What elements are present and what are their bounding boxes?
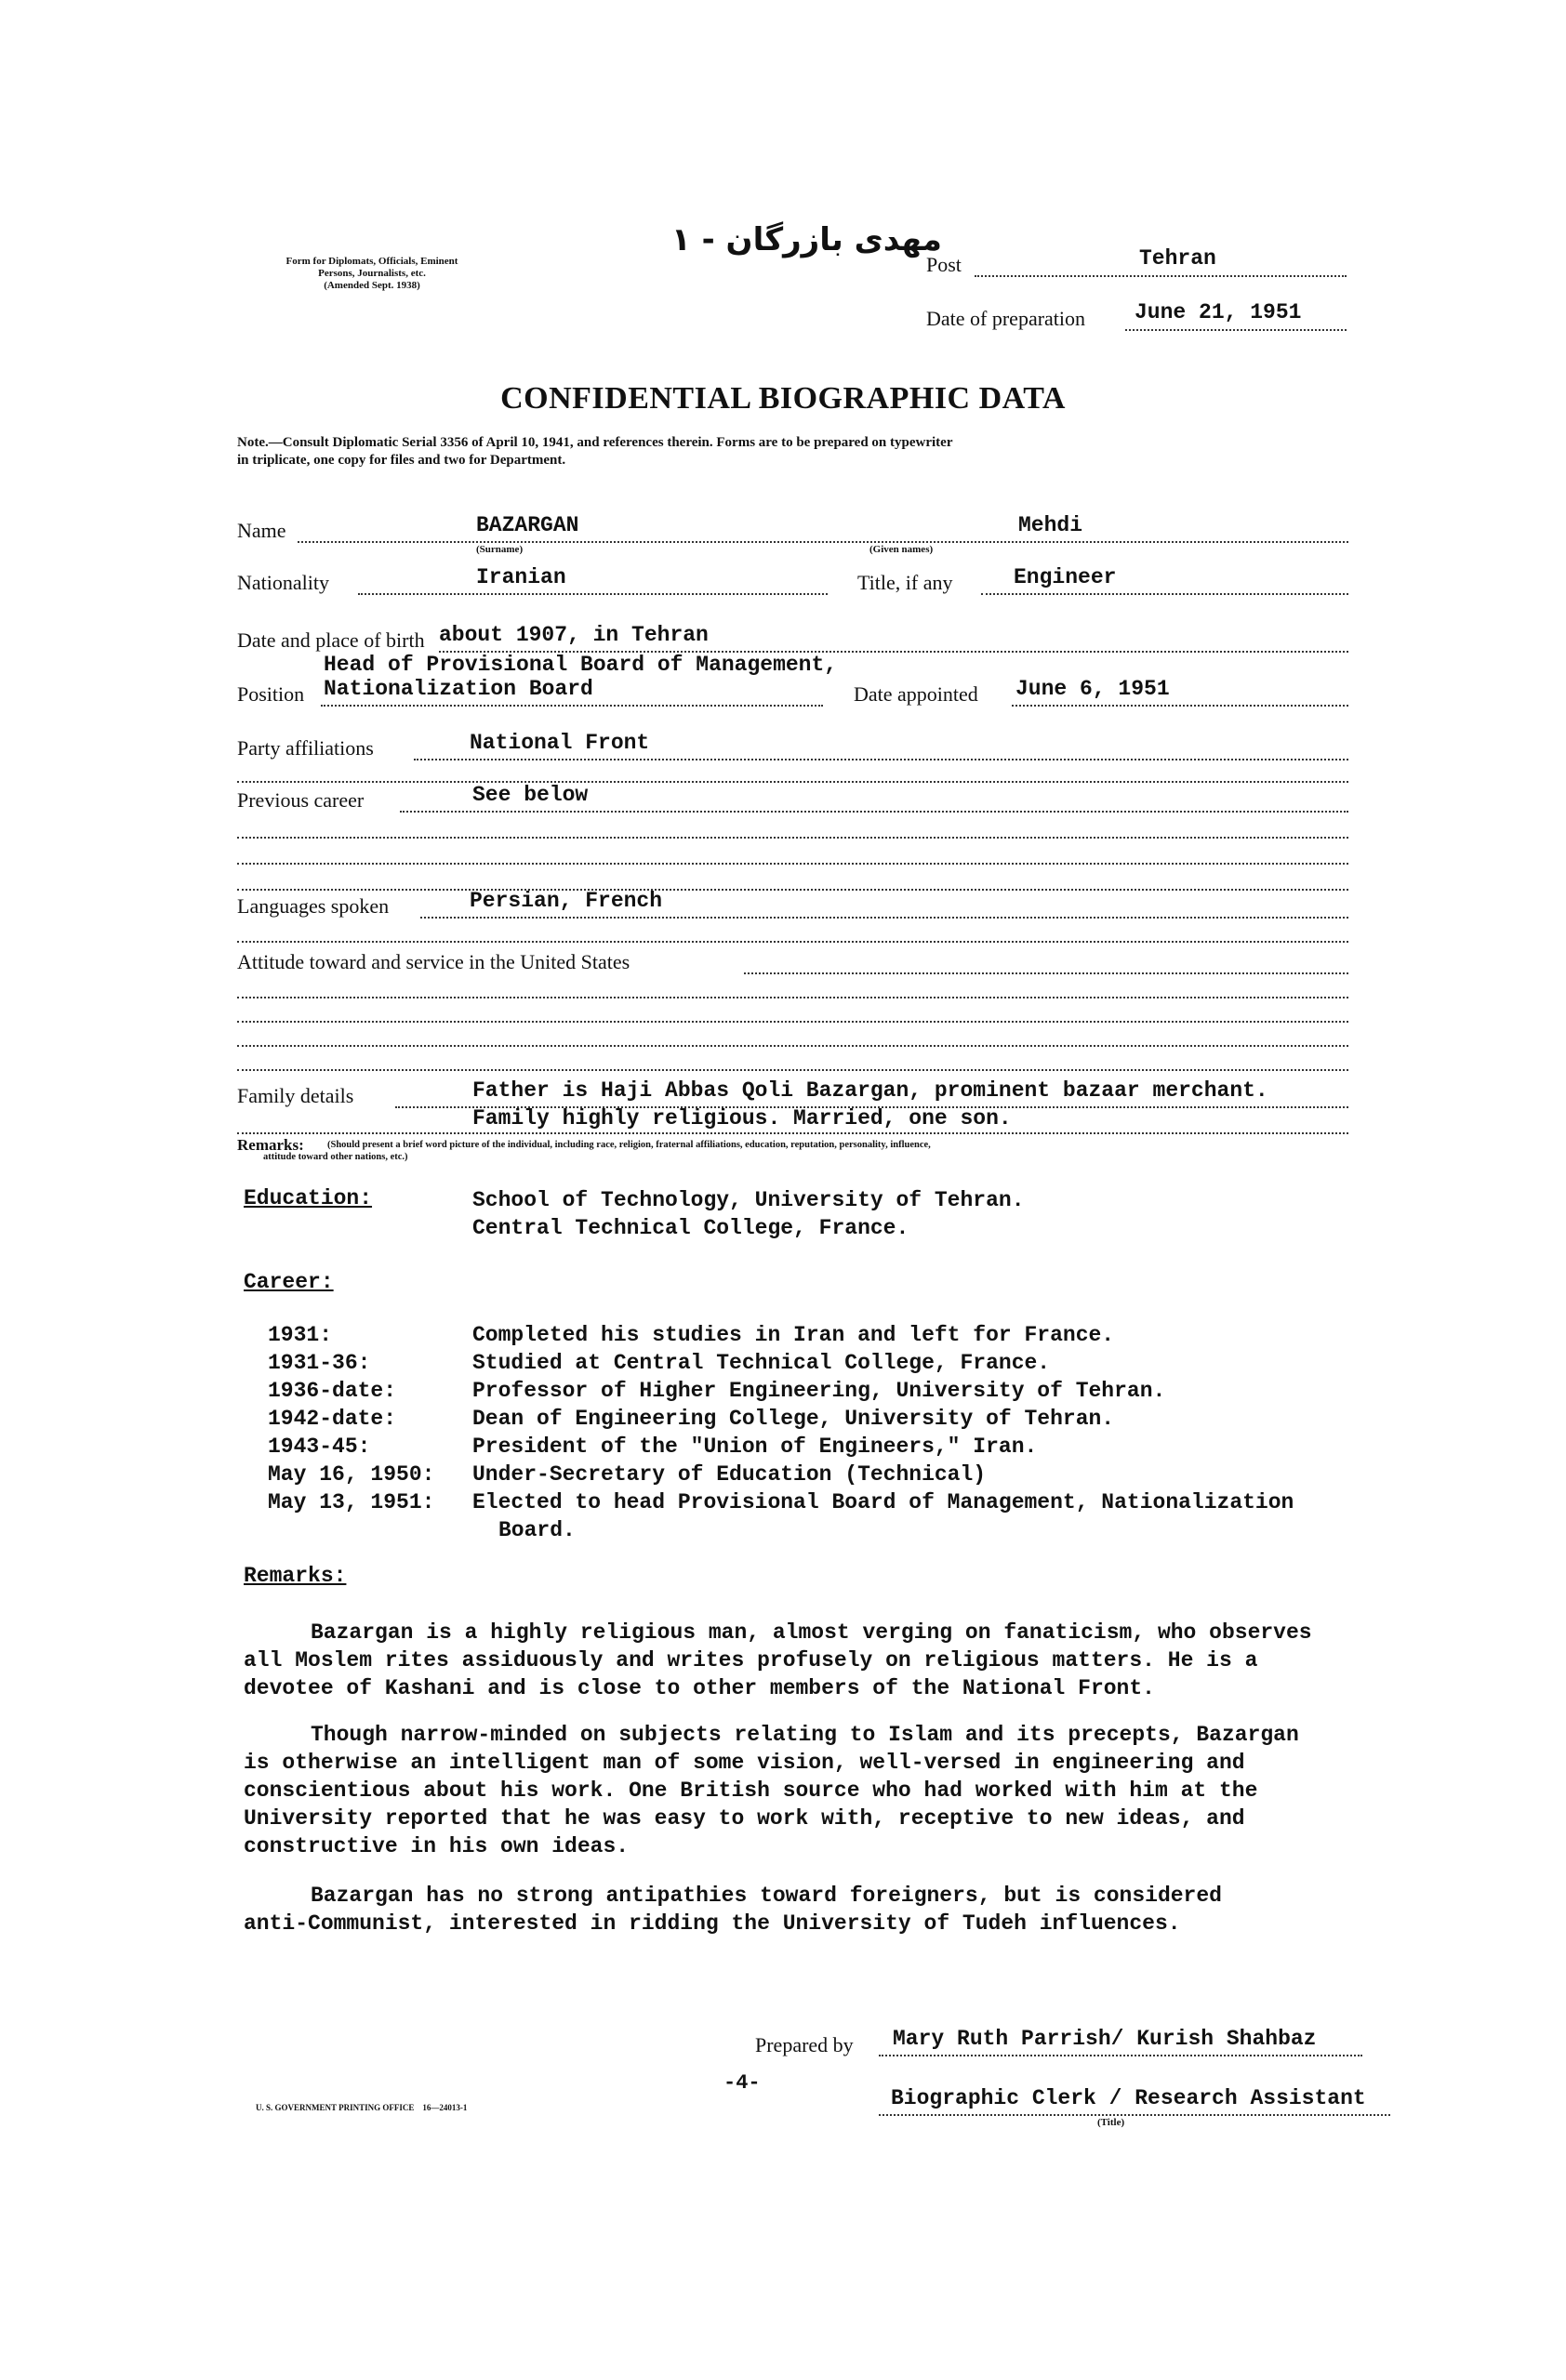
- post-label: Post: [926, 253, 962, 276]
- given-caption: (Given names): [869, 544, 934, 555]
- education-heading: Education:: [244, 1186, 373, 1210]
- title-value: Engineer: [1014, 565, 1117, 589]
- career-text: Dean of Engineering College, University of Tehran.: [472, 1407, 1115, 1431]
- education-item: School of Technology, University of Tehran.: [472, 1188, 1025, 1212]
- note-line: in triplicate, one copy for files and two for Department.: [237, 453, 566, 468]
- birth-label: Date and place of birth: [237, 628, 425, 652]
- remarks-instructions: (Should present a brief word picture of the individual, including race, religion, fraternal affiliations, education, reputation, personality, influence,: [327, 1140, 931, 1150]
- nationality-label: Nationality: [237, 571, 329, 594]
- attitude-line: [744, 972, 1348, 974]
- attitude-label: Attitude toward and service in the United States: [237, 950, 630, 973]
- career-list: [268, 1321, 1384, 1544]
- career-entry: [268, 1488, 1384, 1516]
- career-date: 1943-45:: [268, 1435, 371, 1459]
- languages-line: [420, 917, 1348, 919]
- remarks-paragraph-3: [244, 1882, 1360, 1937]
- career-continuation: Board.: [498, 1518, 576, 1542]
- career-date: 1942-date:: [268, 1407, 397, 1431]
- blank-line: [237, 1045, 1348, 1047]
- career-text: Completed his studies in Iran and left for France.: [472, 1323, 1115, 1347]
- remarks-line: devotee of Kashani and is close to other members of the National Front.: [244, 1676, 1155, 1700]
- title-label: Title, if any: [857, 571, 953, 594]
- remarks-line: University reported that he was easy to work with, receptive to new ideas, and: [244, 1806, 1245, 1831]
- languages-label: Languages spoken: [237, 894, 390, 918]
- party-label: Party affiliations: [237, 736, 374, 760]
- remarks-paragraph-1: [244, 1619, 1360, 1702]
- remarks-paragraph-2: [244, 1721, 1360, 1860]
- date-appointed-line: [1012, 705, 1348, 707]
- career-heading: Career:: [244, 1270, 334, 1294]
- title-sign-line: [879, 2114, 1390, 2116]
- signer-title: Biographic Clerk / Research Assistant: [891, 2086, 1366, 2110]
- blank-line: [237, 837, 1348, 839]
- nationality-line: [358, 593, 828, 595]
- remarks-line: Though narrow-minded on subjects relating to Islam and its precepts, Bazargan: [311, 1723, 1299, 1747]
- career-label: Previous career: [237, 788, 365, 812]
- corner-note-line: Persons, Journalists, etc.: [318, 268, 426, 279]
- name-line: [298, 541, 1348, 543]
- signer-title-caption: (Title): [1097, 2117, 1125, 2128]
- prepared-by-label: Prepared by: [755, 2033, 854, 2056]
- blank-line: [237, 863, 1348, 865]
- languages-value: Persian, French: [470, 889, 663, 913]
- family-value-line2: Family highly religious. Married, one son.: [472, 1106, 1012, 1130]
- career-date: 1931-36:: [268, 1351, 371, 1375]
- blank-line: [237, 1132, 1348, 1134]
- education-list: [472, 1186, 1025, 1242]
- date-prep-value: June 21, 1951: [1135, 300, 1302, 324]
- remarks-line: constructive in his own ideas.: [244, 1834, 630, 1858]
- surname-caption: (Surname): [476, 544, 524, 555]
- birth-value: about 1907, in Tehran: [439, 623, 709, 647]
- remarks-line: Bazargan is a highly religious man, almost verging on fanaticism, who observes: [311, 1620, 1312, 1645]
- page-number: -4-: [723, 2071, 761, 2095]
- remarks-label: Remarks:: [237, 1136, 304, 1154]
- note-line: Note.—Consult Diplomatic Serial 3356 of April 10, 1941, and references therein. Forms are to be prepared on typewriter: [237, 435, 953, 450]
- page-title: CONFIDENTIAL BIOGRAPHIC DATA: [500, 381, 1066, 416]
- family-value-line1: Father is Haji Abbas Qoli Bazargan, prominent bazaar merchant.: [472, 1078, 1268, 1103]
- family-label: Family details: [237, 1084, 354, 1107]
- remarks-instructions: attitude toward other nations, etc.): [263, 1152, 408, 1162]
- date-prep-label: Date of preparation: [926, 307, 1086, 330]
- remarks-line: is otherwise an intelligent man of some vision, well-versed in engineering and: [244, 1751, 1245, 1775]
- career-date: May 16, 1950:: [268, 1462, 435, 1487]
- date-appointed-value: June 6, 1951: [1015, 677, 1170, 701]
- blank-line: [237, 781, 1348, 783]
- corner-note-line: Form for Diplomats, Officials, Eminent: [285, 256, 458, 267]
- nationality-value: Iranian: [476, 565, 566, 589]
- blank-line: [237, 997, 1348, 998]
- career-entry: [268, 1377, 1384, 1405]
- party-line: [414, 759, 1348, 760]
- printing-office: U. S. GOVERNMENT PRINTING OFFICE 16—24013-1: [256, 2103, 468, 2112]
- blank-line: [237, 1021, 1348, 1023]
- blank-line: [237, 1069, 1348, 1071]
- date-prep-line: [1125, 329, 1347, 331]
- title-line: [981, 593, 1348, 595]
- career-date: 1931:: [268, 1323, 333, 1347]
- form-corner-note: [219, 256, 525, 292]
- career-text: Studied at Central Technical College, France.: [472, 1351, 1051, 1375]
- post-value: Tehran: [1139, 246, 1216, 271]
- prepared-by-value: Mary Ruth Parrish/ Kurish Shahbaz: [893, 2027, 1317, 2051]
- position-value: Nationalization Board: [324, 677, 593, 701]
- career-value: See below: [472, 783, 589, 807]
- career-entry: [268, 1433, 1384, 1461]
- name-label: Name: [237, 519, 286, 542]
- career-text: Professor of Higher Engineering, University of Tehran.: [472, 1379, 1166, 1403]
- remarks-line: conscientious about his work. One British source who had worked with him at the: [244, 1778, 1258, 1803]
- corner-note-line: (Amended Sept. 1938): [324, 280, 420, 291]
- career-line: [400, 811, 1348, 813]
- career-entry: [268, 1461, 1384, 1488]
- remarks-line: Bazargan has no strong antipathies toward foreigners, but is considered: [311, 1884, 1222, 1908]
- career-date: May 13, 1951:: [268, 1490, 435, 1514]
- career-entry: [268, 1405, 1384, 1433]
- surname-value: BAZARGAN: [476, 513, 579, 537]
- blank-line: [237, 941, 1348, 943]
- career-text: Elected to head Provisional Board of Management, Nationalization: [472, 1490, 1294, 1514]
- post-line: [975, 275, 1347, 277]
- given-name-value: Mehdi: [1018, 513, 1083, 537]
- career-date: 1936-date:: [268, 1379, 397, 1403]
- position-line1: Head of Provisional Board of Management,: [324, 653, 838, 677]
- career-entry: [268, 1321, 1384, 1349]
- position-line: [321, 705, 823, 707]
- remarks-heading: Remarks:: [244, 1564, 347, 1588]
- position-label: Position: [237, 682, 305, 706]
- education-item: Central Technical College, France.: [472, 1216, 909, 1240]
- blank-line: [237, 889, 1348, 891]
- party-value: National Front: [470, 731, 650, 755]
- career-text: Under-Secretary of Education (Technical): [472, 1462, 987, 1487]
- prepared-by-line: [879, 2055, 1362, 2056]
- date-appointed-label: Date appointed: [854, 682, 978, 706]
- handwritten-name: مهدی بازرگان - ۱: [671, 221, 942, 258]
- career-entry: [268, 1349, 1384, 1377]
- remarks-line: anti-Communist, interested in ridding the University of Tudeh influences.: [244, 1911, 1181, 1936]
- form-note: [237, 434, 1353, 469]
- career-text: President of the "Union of Engineers," Iran.: [472, 1435, 1038, 1459]
- remarks-line: all Moslem rites assiduously and writes profusely on religious matters. He is a: [244, 1648, 1258, 1673]
